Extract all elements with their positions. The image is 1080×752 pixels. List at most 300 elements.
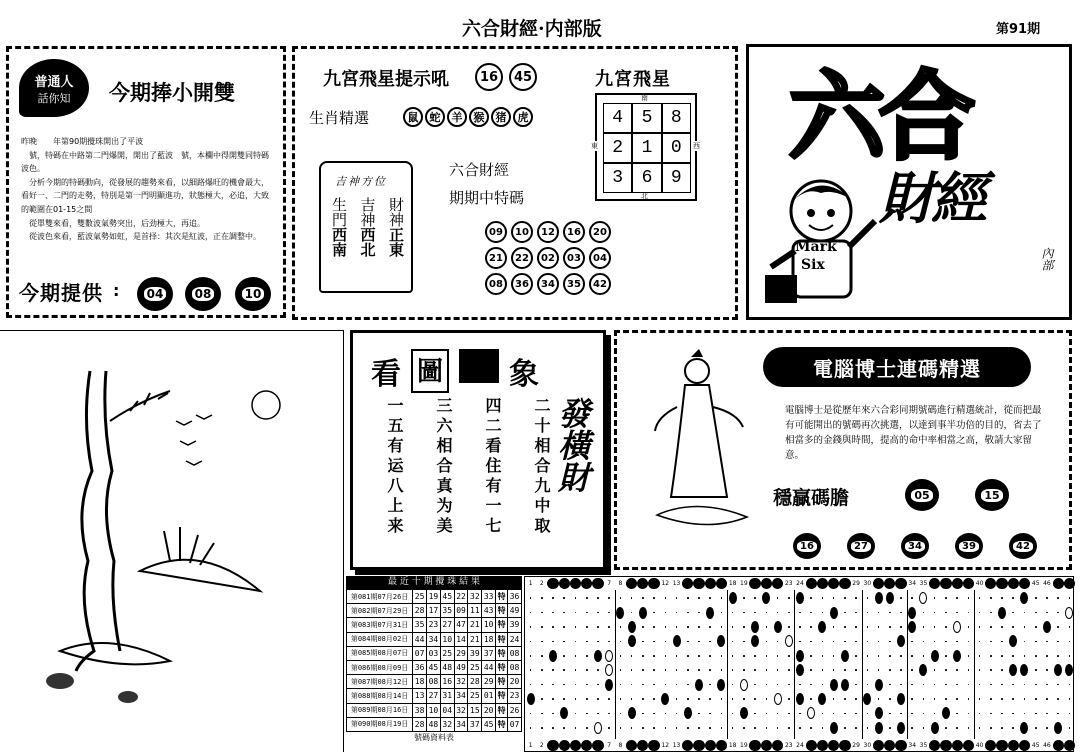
scale-mark: 13 xyxy=(672,742,681,749)
grid-dot xyxy=(530,597,532,599)
grid-dot xyxy=(597,713,599,715)
scale-mark: 8 xyxy=(618,742,623,749)
special-number: 20 xyxy=(589,221,611,243)
riddle-title-char-2: 圖 xyxy=(411,349,449,393)
special-marker: 特 xyxy=(496,689,508,703)
hit-marker xyxy=(818,621,826,633)
grid-dot xyxy=(530,626,532,628)
hit-marker xyxy=(796,650,804,662)
grid-dot xyxy=(530,655,532,657)
grid-dot xyxy=(956,669,958,671)
result-number: 48 xyxy=(440,660,454,674)
grid-dot xyxy=(923,727,925,729)
scale-mark xyxy=(705,578,716,589)
grid-dot xyxy=(934,626,936,628)
hit-marker xyxy=(830,607,838,619)
grid-dot xyxy=(766,612,768,614)
grid-dot xyxy=(709,727,711,729)
grid-cell: 6 xyxy=(632,163,661,193)
issue-number: 第91期 xyxy=(996,22,1041,37)
hit-marker xyxy=(875,722,883,734)
result-number: 17 xyxy=(427,604,441,618)
grid-dot xyxy=(709,626,711,628)
riddle-poem xyxy=(383,397,553,537)
grid-dot xyxy=(979,641,981,643)
scroll-col-2-bottom: 西北 xyxy=(358,227,377,257)
scale-mark xyxy=(839,740,850,751)
grid-cell: 3 xyxy=(603,163,632,193)
grid-dot xyxy=(552,669,554,671)
grid-dot xyxy=(923,612,925,614)
grid-dot xyxy=(979,684,981,686)
grid-dot xyxy=(1035,698,1037,700)
result-special-number: 23 xyxy=(508,689,522,703)
grid-dot xyxy=(676,626,678,628)
result-number: 32 xyxy=(454,675,468,689)
grid-dot xyxy=(709,684,711,686)
scale-mark xyxy=(637,578,648,589)
grid-dot xyxy=(878,669,880,671)
page-header-title: 六合財經·内部版 xyxy=(462,18,602,40)
grid-dot xyxy=(810,727,812,729)
result-number: 29 xyxy=(482,675,496,689)
grid-dot xyxy=(945,698,947,700)
grid-dot xyxy=(777,641,779,643)
result-number: 10 xyxy=(427,703,441,717)
grid-dot xyxy=(563,641,565,643)
scale-mark xyxy=(626,578,637,589)
grid-dot xyxy=(844,713,846,715)
scale-mark xyxy=(547,740,558,751)
grid-dot xyxy=(721,597,723,599)
result-special-number: 08 xyxy=(508,646,522,660)
grid-dot xyxy=(620,727,622,729)
group-divider xyxy=(862,590,863,739)
grid-dot xyxy=(1001,698,1003,700)
hit-marker xyxy=(953,650,961,662)
scale-mark: 40 xyxy=(975,580,984,587)
grid-dot xyxy=(541,597,543,599)
grid-dot xyxy=(1069,655,1071,657)
grid-dot xyxy=(788,597,790,599)
grid-dot xyxy=(956,641,958,643)
grid-dot xyxy=(1046,655,1048,657)
scale-mark xyxy=(716,578,727,589)
result-number: 20 xyxy=(482,703,496,717)
grid-dot xyxy=(956,684,958,686)
group-divider xyxy=(727,590,728,739)
scale-mark xyxy=(929,578,940,589)
grid-dot xyxy=(855,727,857,729)
riddle-title-char-3 xyxy=(459,349,499,383)
title-ball-2: 45 xyxy=(509,63,537,91)
doctor-title: 電腦博士連碼精選 xyxy=(763,347,1031,387)
grid-dot xyxy=(586,698,588,700)
special-number: 02 xyxy=(537,247,559,269)
grid-dot xyxy=(923,626,925,628)
grid-dot xyxy=(653,626,655,628)
grid-dot xyxy=(979,597,981,599)
grid-dot xyxy=(799,626,801,628)
grid-dot xyxy=(608,597,610,599)
grid-dot xyxy=(911,597,913,599)
grid-dot xyxy=(541,655,543,657)
scale-mark xyxy=(996,578,1007,589)
grid-dot xyxy=(833,641,835,643)
grid-dot xyxy=(945,669,947,671)
advice-paragraph-3: 分析今期的特碼動向，從發展的趨勢來看，以細路爆旺的機會最大，看好一、二門的走勢，特別是第一門明顯進功，狀態極大，必追，大致的範圍在01-15之間 xyxy=(21,177,269,214)
lucky-direction-scroll xyxy=(319,161,413,293)
result-special-number: 20 xyxy=(508,675,522,689)
grid-dot xyxy=(956,597,958,599)
grid-dot xyxy=(810,655,812,657)
grid-dot xyxy=(653,641,655,643)
grid-dot xyxy=(889,612,891,614)
grid-dot xyxy=(586,669,588,671)
hit-marker xyxy=(875,679,883,691)
grid-dot xyxy=(743,612,745,614)
grid-dot xyxy=(732,612,734,614)
grid-dot xyxy=(1069,684,1071,686)
hit-marker xyxy=(1009,635,1017,647)
grid-dot xyxy=(844,698,846,700)
dir-west: 西 xyxy=(693,142,700,150)
scale-mark: 1 xyxy=(528,580,533,587)
grid-dot xyxy=(1024,612,1026,614)
grid-dot xyxy=(687,727,689,729)
scale-mark: 45 xyxy=(1031,580,1040,587)
hit-marker xyxy=(684,707,692,719)
grid-dot xyxy=(788,669,790,671)
grid-dot xyxy=(833,655,835,657)
grid-dot xyxy=(934,713,936,715)
grid-dot xyxy=(968,727,970,729)
grid-dot xyxy=(642,684,644,686)
scale-mark xyxy=(817,578,828,589)
zodiac-1: 鼠 xyxy=(403,107,423,127)
grid-dot xyxy=(698,669,700,671)
grid-dot xyxy=(754,655,756,657)
result-number: 32 xyxy=(440,717,454,731)
scale-mark xyxy=(581,578,592,589)
special-number: 35 xyxy=(563,273,585,295)
scale-mark xyxy=(806,740,817,751)
grid-dot xyxy=(923,684,925,686)
scale-mark xyxy=(884,740,895,751)
grid-dot xyxy=(878,641,880,643)
scale-mark xyxy=(828,740,839,751)
grid-dot xyxy=(911,713,913,715)
grid-dot xyxy=(1001,626,1003,628)
hit-marker xyxy=(818,693,826,705)
grid-dot xyxy=(665,641,667,643)
result-number: 34 xyxy=(454,689,468,703)
special-hit-marker xyxy=(919,592,927,604)
grid-dot xyxy=(990,713,992,715)
scale-mark: 29 xyxy=(852,580,860,587)
result-number: 25 xyxy=(468,689,482,703)
scale-mark xyxy=(705,740,716,751)
grid-dot xyxy=(855,626,857,628)
hit-marker xyxy=(998,607,1006,619)
scale-mark xyxy=(985,578,996,589)
badge-line-2: 話你知 xyxy=(37,91,71,105)
grid-dot xyxy=(586,655,588,657)
grid-dot xyxy=(810,612,812,614)
grid-dot xyxy=(1057,698,1059,700)
special-number: 10 xyxy=(511,221,533,243)
grid-dot xyxy=(855,669,857,671)
grid-dot xyxy=(945,626,947,628)
scale-mark: 19 xyxy=(740,580,748,587)
logo-mark: Mark xyxy=(795,239,837,255)
grid-dot xyxy=(822,597,824,599)
grid-dot xyxy=(676,727,678,729)
grid-dot xyxy=(676,713,678,715)
grid-dot xyxy=(911,727,913,729)
advice-paragraph-2: 號，特碼在中路第二門爆開，開出了藍波 號，本欄中得開雙同特碼波色。 xyxy=(21,150,269,174)
grid-dot xyxy=(552,698,554,700)
hit-marker xyxy=(560,707,568,719)
scale-mark: 12 xyxy=(661,742,670,749)
grid-dot xyxy=(552,626,554,628)
hit-marker xyxy=(1020,664,1028,676)
result-row xyxy=(347,618,522,632)
grid-dot xyxy=(810,597,812,599)
grid-dot xyxy=(754,684,756,686)
grid-dot xyxy=(990,684,992,686)
hit-marker xyxy=(695,679,703,691)
tree-illustration xyxy=(20,361,320,741)
grid-dot xyxy=(822,669,824,671)
scale-mark: 24 xyxy=(796,580,804,587)
special-number: 16 xyxy=(563,221,585,243)
grid-dot xyxy=(889,669,891,671)
grid-dot xyxy=(1035,612,1037,614)
grid-dot xyxy=(878,655,880,657)
grid-dot xyxy=(732,727,734,729)
special-marker: 特 xyxy=(496,646,508,660)
scale-mark xyxy=(559,578,570,589)
grid-dot xyxy=(541,684,543,686)
provide-ball-1: 04 xyxy=(137,277,173,311)
result-number: 21 xyxy=(468,632,482,646)
grid-dot xyxy=(788,684,790,686)
grid-dot xyxy=(822,612,824,614)
grid-dot xyxy=(777,684,779,686)
special-marker: 特 xyxy=(496,660,508,674)
special-marker: 特 xyxy=(496,590,508,604)
grid-dot xyxy=(945,641,947,643)
scale-mark: 35 xyxy=(919,580,928,587)
logo-six: Six xyxy=(801,257,825,273)
steady-label: 穩贏碼膽 xyxy=(773,487,850,509)
grid-dot xyxy=(653,698,655,700)
grid-dot xyxy=(665,684,667,686)
result-number: 25 xyxy=(468,660,482,674)
grid-dot xyxy=(608,612,610,614)
grid-dot xyxy=(934,612,936,614)
doctor-panel xyxy=(614,330,1072,570)
scale-mark xyxy=(716,740,727,751)
special-number: 36 xyxy=(511,273,533,295)
grid-dot xyxy=(563,655,565,657)
scale-mark xyxy=(895,578,906,589)
hit-marker xyxy=(527,693,535,705)
result-number: 21 xyxy=(468,618,482,632)
grid-dot xyxy=(900,626,902,628)
grid-dot xyxy=(766,655,768,657)
result-number: 32 xyxy=(468,590,482,604)
grid-dot xyxy=(799,641,801,643)
grid-dot xyxy=(867,597,869,599)
grid-dot xyxy=(586,641,588,643)
grid-dot xyxy=(732,669,734,671)
nine-palace-title: 九宮飛星提示吼 xyxy=(323,69,449,90)
scale-mark: 30 xyxy=(863,742,872,749)
grid-dot xyxy=(586,626,588,628)
grid-dot xyxy=(687,669,689,671)
scale-mark: 18 xyxy=(728,742,737,749)
result-number: 28 xyxy=(468,675,482,689)
hit-marker xyxy=(639,607,647,619)
result-special-number: 49 xyxy=(508,604,522,618)
grid-dot xyxy=(968,655,970,657)
scale-mark xyxy=(570,578,581,589)
grid-dot xyxy=(1012,612,1014,614)
grid-dot xyxy=(597,612,599,614)
grid-dot xyxy=(631,655,633,657)
result-number: 44 xyxy=(482,660,496,674)
scale-mark xyxy=(817,740,828,751)
grid-dot xyxy=(923,713,925,715)
grid-dot xyxy=(631,727,633,729)
doctor-ball: 34 xyxy=(901,533,929,559)
grid-dot xyxy=(1024,641,1026,643)
grid-dot xyxy=(968,684,970,686)
grid-dot xyxy=(1012,684,1014,686)
advice-paragraph-4: 從單雙來看，雙數波氣勢突出，后劲極大，再追。 xyxy=(29,218,205,228)
scale-mark xyxy=(637,740,648,751)
grid-dot xyxy=(788,626,790,628)
result-date: 第088期08月14日 xyxy=(347,689,413,703)
steady-ball-2: 15 xyxy=(975,479,1009,511)
result-number: 11 xyxy=(468,604,482,618)
grid-dot xyxy=(810,641,812,643)
grid-dot xyxy=(934,597,936,599)
provide-colon: : xyxy=(113,281,120,300)
grid-dot xyxy=(1057,713,1059,715)
grid-dot xyxy=(552,713,554,715)
grid-dot xyxy=(586,727,588,729)
scale-mark: 46 xyxy=(1043,580,1051,587)
grid-dot xyxy=(867,684,869,686)
provide-ball-3: 10 xyxy=(235,277,271,311)
grid-dot xyxy=(867,612,869,614)
grid-dot xyxy=(833,626,835,628)
special-number: 04 xyxy=(589,247,611,269)
result-date: 第082期07月29日 xyxy=(347,604,413,618)
grid-dot xyxy=(676,612,678,614)
grid-dot xyxy=(956,713,958,715)
grid-dot xyxy=(788,727,790,729)
grid-dot xyxy=(687,684,689,686)
grid-dot xyxy=(563,669,565,671)
result-number: 47 xyxy=(454,618,468,632)
grid-dot xyxy=(665,727,667,729)
hit-marker xyxy=(931,722,939,734)
scale-mark xyxy=(963,578,974,589)
hit-marker xyxy=(751,635,759,647)
grid-dot xyxy=(889,684,891,686)
grid-cell: 2 xyxy=(603,133,632,163)
grid-dot xyxy=(597,641,599,643)
grid-dot xyxy=(900,684,902,686)
grid-dot xyxy=(867,713,869,715)
grid-dot xyxy=(608,727,610,729)
result-number: 27 xyxy=(427,689,441,703)
results-header: 最 近 十 期 攪 珠 結 果 xyxy=(346,576,522,589)
hit-marker xyxy=(919,664,927,676)
result-number: 07 xyxy=(413,646,427,660)
grid-dot xyxy=(867,641,869,643)
hit-marker xyxy=(549,650,557,662)
hit-marker xyxy=(875,592,883,604)
scale-bottom xyxy=(525,739,1075,752)
result-row xyxy=(347,703,522,717)
grid-dot xyxy=(990,669,992,671)
scale-mark: 34 xyxy=(908,580,917,587)
grid-dot xyxy=(968,698,970,700)
grid-dot xyxy=(900,655,902,657)
result-number: 08 xyxy=(427,675,441,689)
grid-dot xyxy=(900,597,902,599)
grid-dot xyxy=(608,713,610,715)
grid-dot xyxy=(1046,612,1048,614)
grid-dot xyxy=(687,612,689,614)
grid-dot xyxy=(1069,713,1071,715)
hit-marker xyxy=(673,635,681,647)
grid-dot xyxy=(844,727,846,729)
result-number: 10 xyxy=(482,618,496,632)
scale-mark: 19 xyxy=(740,742,748,749)
results-footer: 號碼資料表 xyxy=(414,732,454,742)
grid-dot xyxy=(665,669,667,671)
grid-dot xyxy=(968,713,970,715)
special-number: 21 xyxy=(485,247,507,269)
scale-mark: 35 xyxy=(919,742,928,749)
special-number-grid xyxy=(485,221,613,295)
grid-dot xyxy=(844,612,846,614)
hit-marker xyxy=(717,635,725,647)
grid-dot xyxy=(799,713,801,715)
grid-dot xyxy=(563,597,565,599)
grid-dot xyxy=(1012,698,1014,700)
grid-dot xyxy=(631,698,633,700)
hit-marker xyxy=(908,607,916,619)
grid-dot xyxy=(754,713,756,715)
grid-dot xyxy=(732,684,734,686)
result-number: 25 xyxy=(440,646,454,660)
grid-dot xyxy=(586,597,588,599)
distribution-chart xyxy=(524,576,1074,752)
grid-dot xyxy=(766,641,768,643)
scroll-col-3-bottom: 正東 xyxy=(387,227,405,257)
grid-dot xyxy=(889,626,891,628)
scale-mark: 8 xyxy=(618,580,623,587)
grid-dot xyxy=(665,713,667,715)
grid-dot xyxy=(855,655,857,657)
